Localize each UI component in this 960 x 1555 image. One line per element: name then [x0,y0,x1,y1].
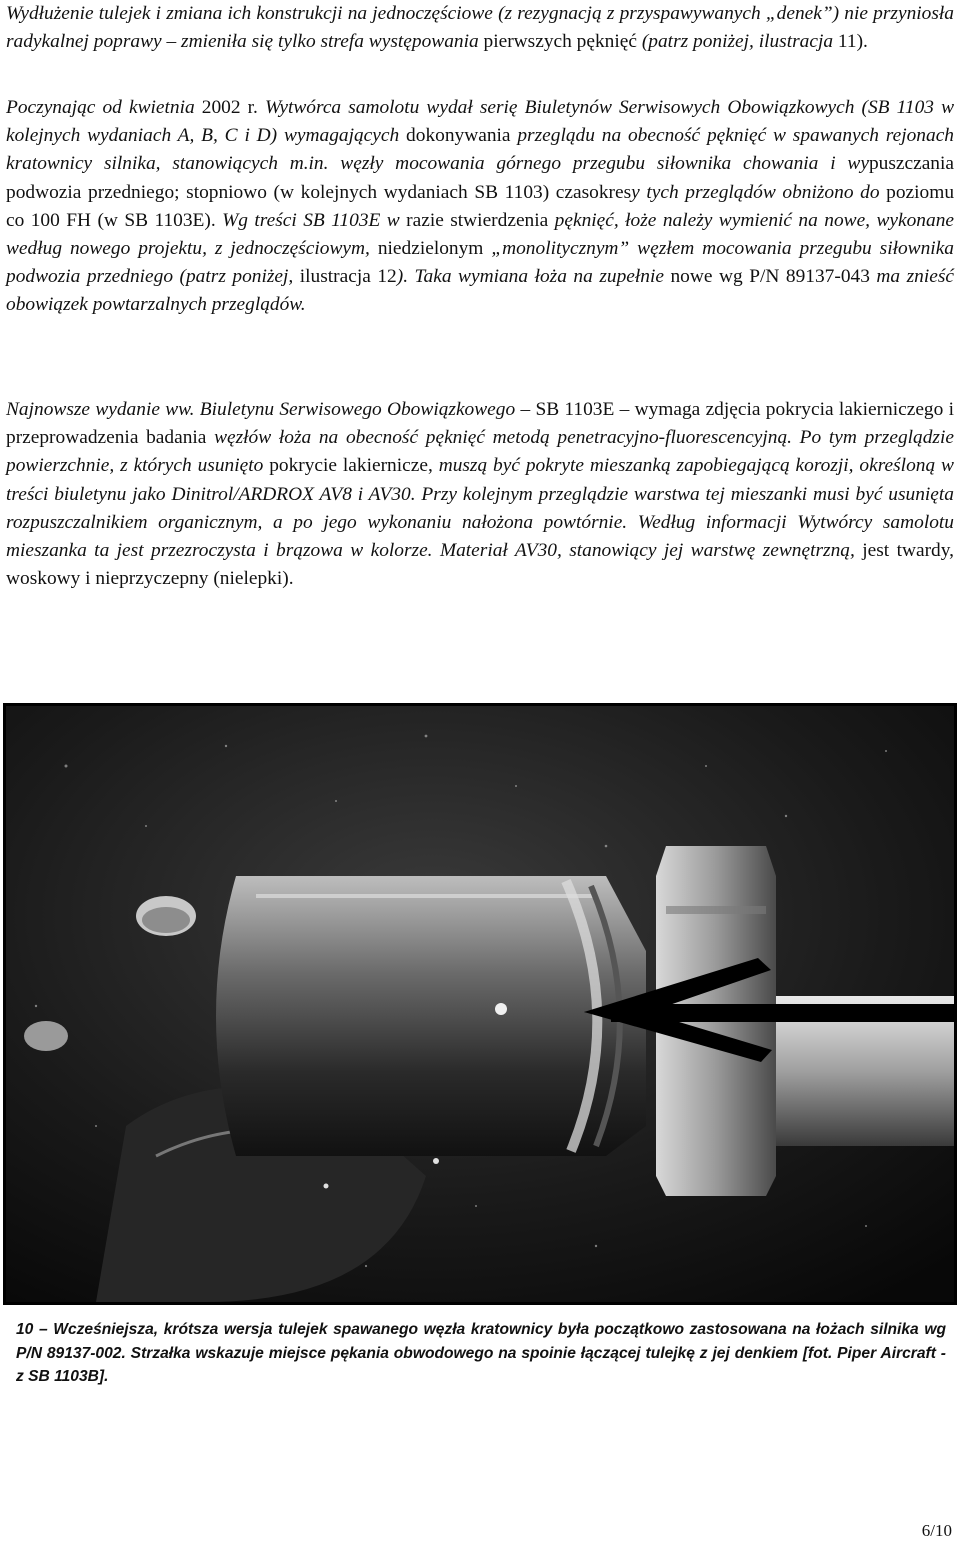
figure-caption: 10 – Wcześniejsza, krótsza wersja tulejek spawanego węzła kratownicy była początkowo zastosowana na łożach silnika wg P/N 89137-002. Strzałka wskazuje miejsce pękania obwodowego na spoinie łączącej tulejkę z jej denkiem [fot. Piper Aircraft - z SB 1103B]. [16,1321,946,1385]
paragraph-segment: razie stwierdzenia [406,209,555,231]
paragraph-segment: ilustracja 12 [299,266,397,288]
paragraph-segment: lakierniczego i przeprowadzenia badania [6,399,954,449]
paragraph-segment: SB 1103E – wymaga zdjęcia [535,399,766,420]
paragraph-segment: wg P/N 89137-043 [718,266,877,288]
paragraph-2 [6,94,954,320]
paragraph-segment: dokonywania [406,125,518,147]
paragraph-segment: pokrycia [765,399,839,420]
paragraph-segment: Wytwórca samolotu wydał serię Biuletynów Serwisowych Obowiązkowych (SB 1103 w kolejnych wydaniach A, B, C i D) wymagających [6,97,954,147]
paragraph-segment: Wydłużenie tulejek i zmiana ich konstrukcji na jednoczęściowe (z rezygnacją z przyspawywanych „denek”) nie przyniosła radykalnej poprawy – zmieniła się tylko strefa występowania [6,3,954,53]
paragraph-segment: pokrycie lakiernicze, [269,455,439,477]
paragraph-segment: Poczynając od kwietnia [6,97,202,118]
paragraph-segment: 11). [837,31,868,53]
paragraph-segment: ). Taka wymiana łoża na zupełnie [396,266,671,288]
paragraph-segment: „monolitycznym” węzłem mocowania przegubu siłownika podwozia przedniego (patrz poniżej, [6,238,954,288]
paragraph-segment: puszczania podwozia przedniego; stopniowo (w kolejnych wydaniach SB 1103) czasokres [6,153,954,203]
paragraph-segment: y tych przeglądów obniżono do [631,181,887,203]
paragraph-segment: jest twardy, woskowy i nieprzyczepny (nielepki). [6,540,954,590]
paragraph-segment: nowe [670,266,719,288]
figure-photo [3,703,957,1305]
paragraph-segment: pęknięć, łoże należy wymienić na nowe, wykonane według nowego projektu, z jednoczęściowym, [6,209,954,260]
photo-image [6,706,954,1302]
paragraph-segment: 2002 r. [201,97,265,118]
paragraph-3 [6,396,954,593]
paragraph-segment: Wg treści SB 1103E w [222,209,407,231]
paragraph-segment: Najnowsze wydanie ww. Biuletynu Serwisowego Obowiązkowego – [6,399,536,420]
paragraph-segment: pierwszych pęknięć [483,31,637,53]
paragraph-segment: (patrz poniżej, ilustracja [636,31,838,53]
paragraph-1 [6,0,954,56]
paragraph-segment: przeglądu na obecność pęknięć w spawanych rejonach kratownicy silnika, stanowiących m.in. węzły mocowania górnego przegubu siłownika chowania i wy [6,125,954,175]
paragraph-segment: węzłów łoża na obecność pęknięć metodą penetracyjno-fluorescencyjną. Po tym przeglądzie powierzchnie, z których usunięto [6,427,954,477]
paragraph-segment: niedzielonym [377,238,492,260]
paragraph-segment: ma znieść obowiązek powtarzalnych przeglądów. [6,266,955,316]
paragraph-segment: muszą być pokryte mieszanką zapobiegającą korozji, określoną w treści biuletynu jako Dinitrol/ARDROX AV8 i AV30. Przy kolejnym przeglądzie warstwa tej mieszanki musi być usunięta rozpuszczalnikiem organicznym, a po jego wykonaniu nałożona powtórnie. Według informacji Wytwórcy samolotu mieszanka ta jest przezroczysta i brązowa w kolorze. Materiał AV30, stanowiący jej warstwę zewnętrzną, [6,455,954,562]
page-number: 6/10 [921,1521,952,1540]
paragraph-segment: poziomu co 100 FH (w SB 1103E). [6,181,955,231]
